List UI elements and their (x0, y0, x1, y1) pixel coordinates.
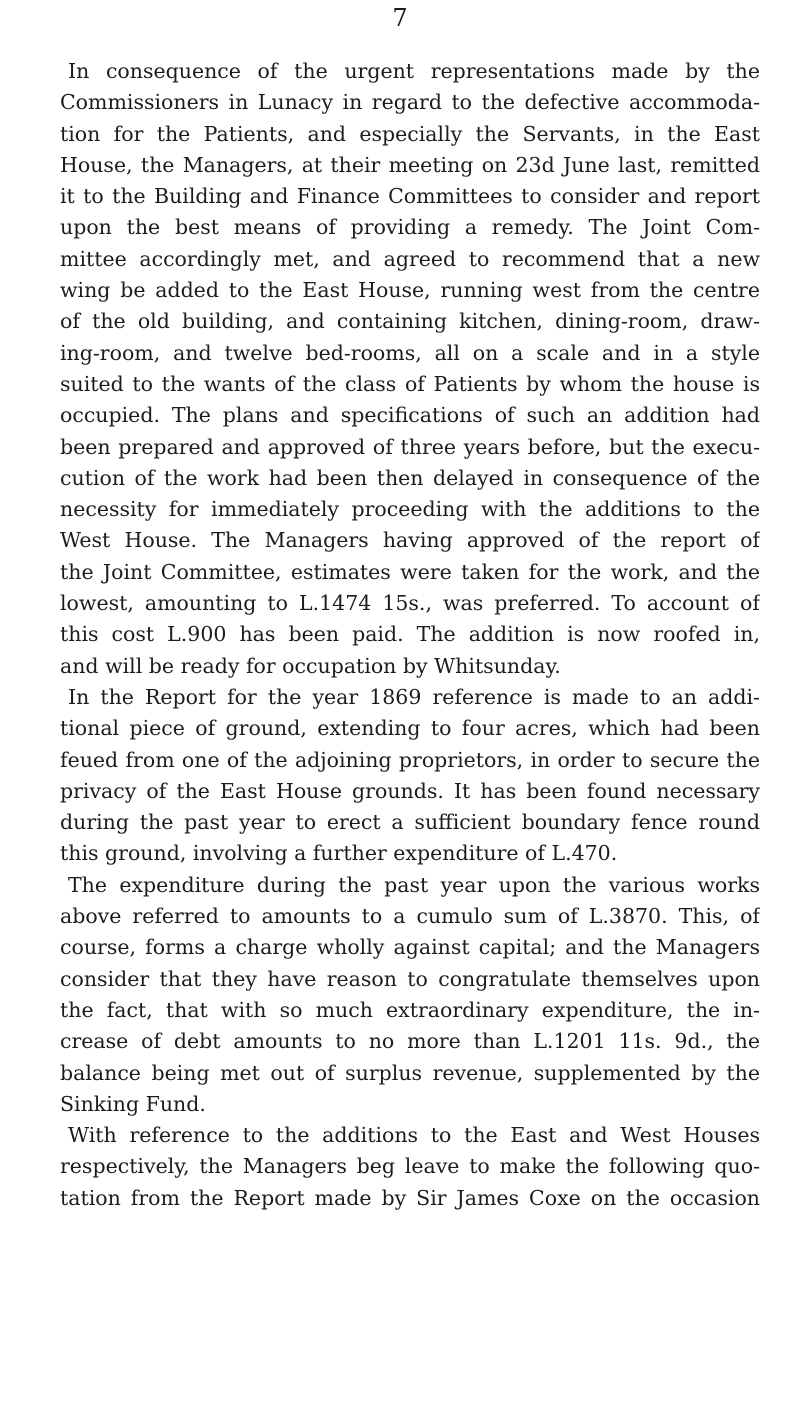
text-line: lowest, amounting to L.1474 15s., was preferred. To account of (60, 591, 760, 616)
text-line: With reference to the additions to the East and West Houses (68, 1123, 760, 1148)
text-line: respectively, the Managers beg leave to make the following quo- (60, 1154, 760, 1179)
text-line: In the Report for the year 1869 reference is made to an addi- (68, 684, 760, 709)
text-line: suited to the wants of the class of Patients by whom the house is (60, 371, 760, 396)
text-line: this ground, involving a further expenditure of L.470. (60, 841, 618, 866)
text-line: consider that they have reason to congratulate themselves upon (60, 966, 760, 991)
text-line: West House. The Managers having approved of the report of (60, 528, 760, 553)
page-number: 7 (392, 4, 408, 32)
text-line: occupied. The plans and specifications of such an addition had (60, 403, 760, 428)
text-line: crease of debt amounts to no more than L.1201 11s. 9d., the (60, 1029, 760, 1054)
text-line: and will be ready for occupation by Whitsunday. (60, 653, 561, 678)
text-line: it to the Building and Finance Committees to consider and report (60, 184, 760, 209)
text-line: tion for the Patients, and especially the Servants, in the East (60, 121, 760, 146)
text-line: Sinking Fund. (60, 1091, 206, 1116)
text-line: course, forms a charge wholly against capital; and the Managers (60, 935, 760, 960)
text-line: feued from one of the adjoining proprietors, in order to secure the (60, 747, 760, 772)
text-line: ing-room, and twelve bed-rooms, all on a scale and in a style (60, 340, 760, 365)
text-line: mittee accordingly met, and agreed to recommend that a new (60, 246, 760, 271)
text-line: The expenditure during the past year upon the various works (68, 872, 760, 897)
text-line: In consequence of the urgent representations made by the (68, 59, 760, 83)
text-line: this cost L.900 has been paid. The addition is now roofed in, (60, 622, 760, 647)
text-line: wing be added to the East House, running west from the centre (60, 278, 760, 303)
text-line: necessity for immediately proceeding with the additions to the (60, 497, 760, 522)
paragraph (60, 870, 760, 1120)
text-line: House, the Managers, at their meeting on 23d June last, remitted (60, 152, 760, 177)
paragraph (60, 1120, 760, 1214)
body-text (60, 56, 760, 1214)
text-line: balance being met out of surplus revenue, supplemented by the (60, 1060, 760, 1085)
text-line: the Joint Committee, estimates were taken for the work, and the (60, 559, 760, 584)
text-line: privacy of the East House grounds. It has been found necessary (60, 778, 760, 803)
text-line: upon the best means of providing a remedy. The Joint Com- (60, 215, 760, 240)
text-line: the fact, that with so much extraordinary expenditure, the in- (60, 997, 760, 1022)
paragraph (60, 56, 760, 682)
text-line: cution of the work had been then delayed in consequence of the (60, 465, 760, 490)
text-line: of the old building, and containing kitchen, dining-room, draw- (60, 309, 760, 334)
text-line: above referred to amounts to a cumulo sum of L.3870. This, of (60, 904, 760, 929)
text-line: tional piece of ground, extending to four acres, which had been (60, 716, 760, 741)
text-line: during the past year to erect a sufficient boundary fence round (60, 810, 760, 835)
text-line: tation from the Report made by Sir James Coxe on the occasion (60, 1185, 760, 1210)
text-line: Commissioners in Lunacy in regard to the defective accommoda- (60, 90, 760, 115)
paragraph (60, 682, 760, 870)
text-line: been prepared and approved of three years before, but the execu- (60, 434, 760, 459)
